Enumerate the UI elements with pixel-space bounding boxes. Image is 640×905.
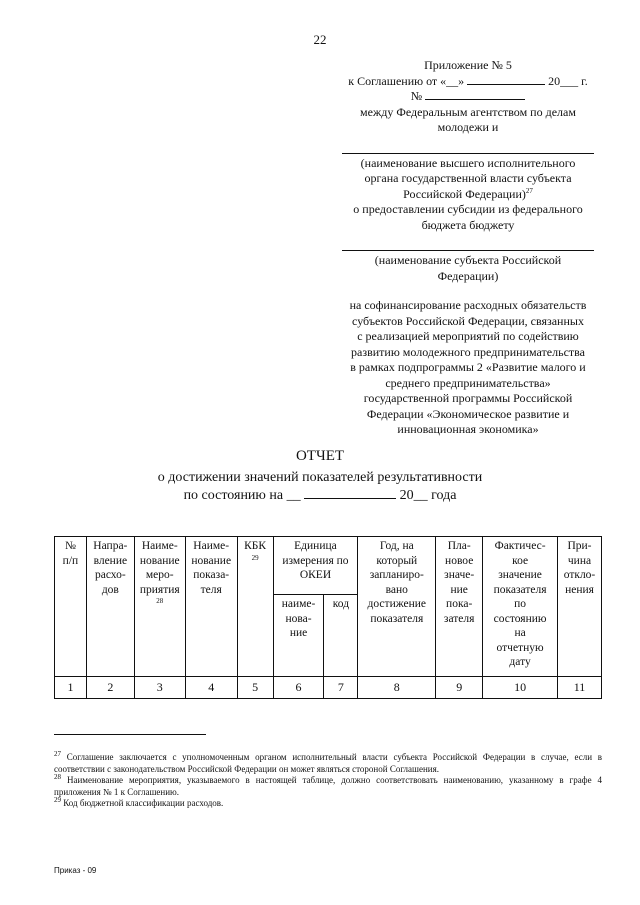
column-number: 6 [273, 677, 324, 699]
table-header-row [55, 537, 602, 595]
report-date-prefix: по состоянию на __ [183, 488, 301, 503]
footnote-27: $^{27}$ Соглашение заключается с уполномоченным органом исполнительный власти субъекта Российской Федерации в случае, если в соответствии с законодательством Российской Федерации он может являться стороной Соглашения. [54, 750, 603, 774]
subject-name-blank [342, 237, 594, 251]
column-number: 1 [55, 677, 87, 699]
subject-caption: (наименование субъекта Российской Федерации) [374, 253, 562, 283]
col-unit-name-header: наиме- нова- ние [273, 595, 324, 677]
col-event-header: Наиме- нование меро- приятия 28 [134, 537, 185, 677]
agreement-number-blank [425, 89, 525, 100]
report-subtitle: о достижении значений показателей результативности [157, 470, 483, 485]
column-number: 4 [185, 677, 237, 699]
indicators-table [54, 536, 602, 699]
agreement-month-blank [467, 74, 545, 85]
col-reason-header: При- чина откло- нения [558, 537, 602, 677]
footnote-29: $^{29}$ Код бюджетной классификации расходов. [54, 796, 224, 808]
parties-line-2: молодежи и [437, 120, 499, 134]
subsidy-line-1: о предоставлении субсидии из федерального [353, 202, 583, 216]
footnotes [54, 752, 602, 810]
report-title: ОТЧЕТ [295, 448, 345, 464]
col-indicator-header: Наиме- нование показа- теля [185, 537, 237, 677]
footnote-28: $^{28}$ Наименование мероприятия, указываемого в настоящей таблице, должно соответствовать наименованию, указанному в графе 4 приложения № 1 к Соглашению. [54, 773, 603, 797]
column-number: 2 [86, 677, 134, 699]
column-number: 5 [237, 677, 273, 699]
agreement-number-line [336, 89, 600, 105]
subsidy-line-2: бюджета бюджету [421, 217, 515, 232]
agreement-year-text: 20___ г. [548, 73, 588, 88]
col-unit-code-header: код [324, 595, 358, 677]
appendix-header [336, 58, 600, 438]
col-unit-header: Единица измерения по ОКЕИ [273, 537, 358, 595]
col-kbk-header: КБК 29 [237, 537, 273, 677]
column-number: 8 [358, 677, 436, 699]
report-date-blank [304, 488, 396, 499]
footer-order-code: Приказ - 09 [54, 866, 97, 875]
authority-name-blank [342, 140, 594, 154]
column-number: 7 [324, 677, 358, 699]
column-number: 9 [436, 677, 483, 699]
footnote-separator [54, 734, 206, 735]
agreement-date-line [336, 74, 600, 90]
agreement-number-label: № [410, 89, 423, 103]
agreement-date-prefix: к Соглашению от «__» [348, 73, 465, 88]
report-date-line [0, 488, 640, 504]
purpose-text: на софинансирование расходных обязательств субъектов Российской Федерации, связанных с реализацией мероприятий по содействию развитию молодежного предпринимательства в рамках подпрограммы 2 «Развитие малого и среднего предпринимательства» государственной программы Российской Федерации «Экономическое развитие и инновационная экономика» [349, 298, 587, 436]
col-actual-header: Фактичес- кое значение показателя по состоянию на отчетную дату [483, 537, 558, 677]
col-year-header: Год, на который запланиро- вано достижение показателя [358, 537, 436, 677]
authority-caption: (наименование высшего исполнительного органа государственной власти субъекта Российской Федерации)$^{27}$ [360, 155, 576, 201]
col-planned-header: Пла- новое значе- ние пока- зателя [436, 537, 483, 677]
col-direction-header: Напра- вление расхо- дов [86, 537, 134, 677]
column-number: 3 [134, 677, 185, 699]
col-number-header: № п/п [55, 537, 87, 677]
page-number: 22 [313, 32, 327, 47]
column-number: 10 [483, 677, 558, 699]
column-number: 11 [558, 677, 602, 699]
table-column-numbers-row [55, 677, 602, 699]
appendix-title: Приложение № 5 [424, 58, 512, 72]
parties-line-1: между Федеральным агентством по делам [360, 104, 576, 119]
report-year-text: 20__ года [399, 488, 457, 503]
